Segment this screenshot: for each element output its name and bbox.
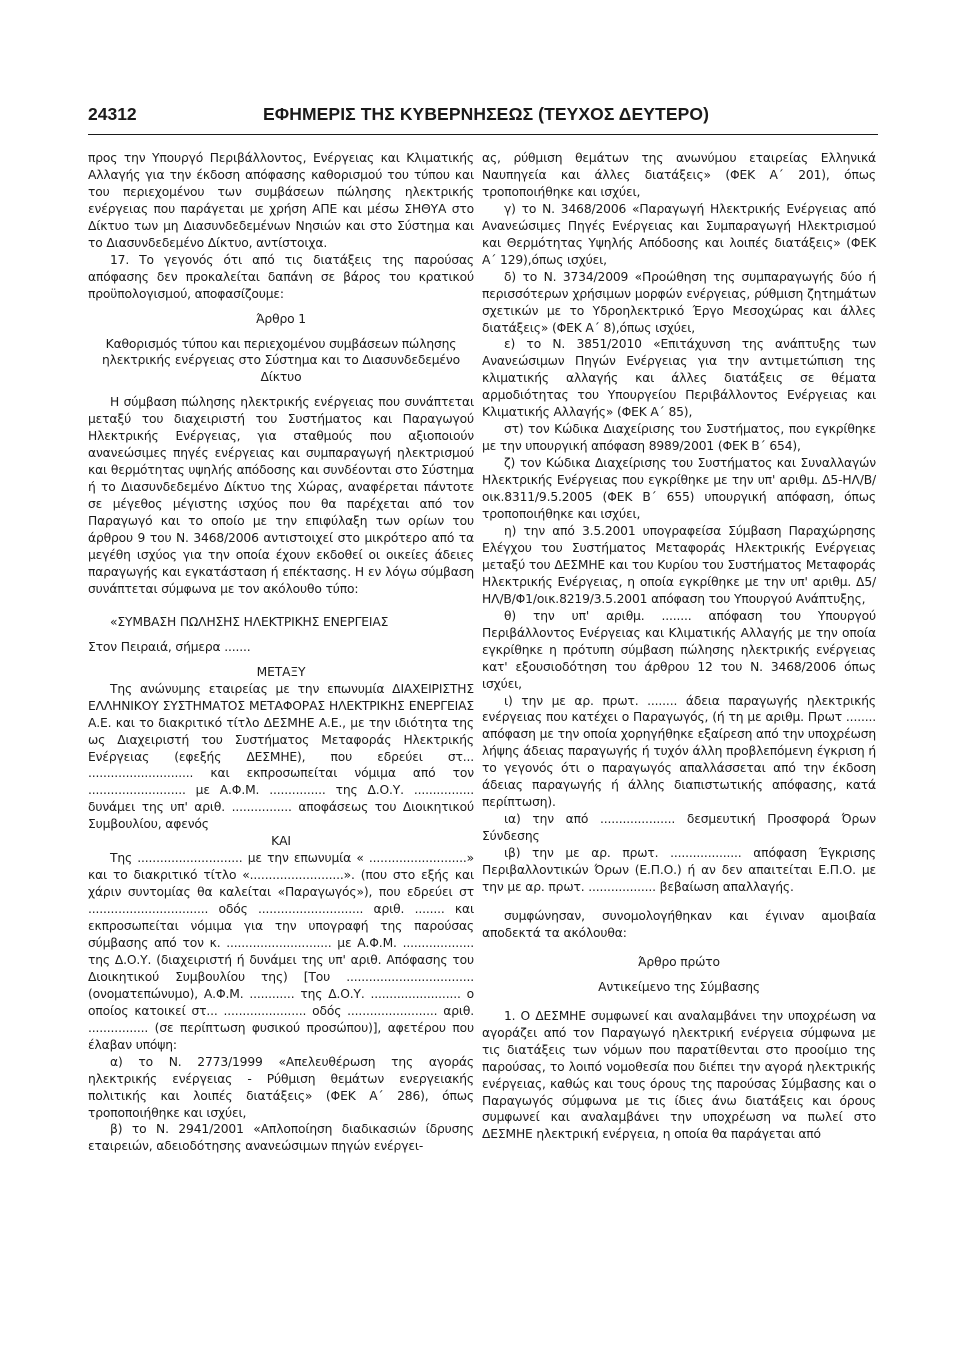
paragraph: δ) το Ν. 3734/2009 «Προώθηση της συμπαραγωγής δύο ή περισσότερων χρήσιμων μορφών ενέργειας, ρύθμιση ζητημάτων σχετικών με το Υδροηλεκτρικό Έργο Μεσοχώρας και άλλες διατάξεις» (ΦΕΚ Α΄ 8),όπως ισχύει, bbox=[482, 269, 876, 335]
paragraph: β) το Ν. 2941/2001 «Απλοποίηση διαδικασιών ίδρυσης εταιρειών, αδειοδότησης ανανεώσιμων πηγών ενέργει- bbox=[88, 1122, 474, 1154]
article-title: Καθορισμός τύπου και περιεχομένου συμβάσεων πώλησης ηλεκτρικής ενέργειας στο Σύστημα και το Διασυνδεδεμένο Δίκτυο bbox=[102, 336, 460, 385]
paragraph: ια) την από .................... δεσμευτική Προσφορά Όρων Σύνδεσης bbox=[482, 812, 876, 844]
paragraph: Της ανώνυμης εταιρείας με την επωνυμία ΔΙΑΧΕΙΡΙΣΤΗΣ ΕΛΛΗΝΙΚΟΥ ΣΥΣΤΗΜΑΤΟΣ ΜΕΤΑΦΟΡΑΣ ΗΛΕΚΤΡΙΚΗΣ ΕΝΕΡΓΕΙΑΣ Α.Ε. και το διακριτικό τίτλο ΔΕΣΜΗΕ Α.Ε., με την ιδιότητα της ως Διαχειριστή του Συστήματος Μεταφοράς Ηλεκτρικής Ενέργειας (εφεξής ΔΕΣΜΗΕ), που εδρεύει στ... ............................ και εκπροσωπείται νόμιμα από τον .......................... με Α.Φ.Μ. ............... της Δ.Ο.Υ. ................ δυνάμει της υπ' αριθ. ................ αποφάσεως του Διοικητικού Συμβουλίου, αφενός bbox=[88, 681, 474, 832]
paragraph: ιβ) την με αρ. πρωτ. ................... απόφαση Έγκρισης Περιβαλλοντικών Όρων (Ε.Π.Ο.) ή αν δεν απαιτείται Ε.Π.Ο. με την με αρ. πρωτ. .................. βεβαίωση απαλλαγής. bbox=[482, 846, 876, 894]
article-heading: Άρθρο πρώτο bbox=[638, 954, 720, 969]
paragraph: προς την Υπουργό Περιβάλλοντος, Ενέργειας και Κλιματικής Αλλαγής για την έκδοση απόφασης καθορισμού του τύπου και του περιεχομένου των συμβάσεων πώλησης ηλεκτρικής ενέργειας που παράγεται με χρήση ΑΠΕ και μέσω ΣΗΘΥΑ στο Δίκτυο των μη Διασυνδεδεμένων Νησιών και στο Σύστημα και το Διασυνδεδεμένο Δίκτυο, αντίστοιχα. bbox=[88, 151, 474, 250]
article-title: Αντικείμενο της Σύμβασης bbox=[598, 979, 760, 994]
header-rule bbox=[88, 134, 878, 135]
contract-title: «ΣΥΜΒΑΣΗ ΠΩΛΗΣΗΣ ΗΛΕΚΤΡΙΚΗΣ ΕΝΕΡΓΕΙΑΣ bbox=[110, 614, 389, 629]
left-column bbox=[88, 150, 474, 1155]
paragraph: ε) το Ν. 3851/2010 «Επιτάχυνση της ανάπτυξης των Ανανεώσιμων Πηγών Ενέργειας για την αντιμετώπιση της κλιματικής αλλαγής και άλλες διατάξεις σε θέματα αρμοδιότητας του Υπουργείου Περιβάλλοντος Ενέργειας και Κλιματικής Αλλαγής» (ΦΕΚ Α΄ 85), bbox=[482, 337, 876, 420]
paragraph: Της ............................ με την επωνυμία « ..........................» και το διακριτικό τίτλο «.........................». (που στο εξής και χάριν συντομίας θα καλείται «Παραγωγός»), που εδρεύει στ ................................ οδός ............................ αριθ. ........ και εκπροσωπείται νόμιμα για την υπογραφή της παρούσας σύμβασης από τον κ. ............................ με Α.Φ.Μ. ................... της Δ.Ο.Υ. (διαχειριστή ή δυνάμει της υπ' αριθ. Απόφασης του Διοικητικού Συμβουλίου της) [Του .................................. (ονοματεπώνυμο), Α.Φ.Μ. ............ της Δ.Ο.Υ. ........................ ο οποίος κατοικεί στ... ...................... οδός ........................ αριθ. ................ (σε περίπτωση φυσικού προσώπου)], αφετέρου που έλαβαν υπόψη: bbox=[88, 851, 474, 1052]
page-number: 24312 bbox=[88, 104, 137, 124]
paragraph: Η σύμβαση πώλησης ηλεκτρικής ενέργειας που συνάπτεται μεταξύ του διαχειριστή του Συστήματος και Παραγωγού Ηλεκτρικής Ενέργειας, για σταθμούς που αξιοποιούν ανανεώσιμες πηγές ενέργειας και συμπαραγωγή ηλεκτρισμού και θερμότητας υψηλής απόδοσης και συνδέονται στο Σύστημα ή το Διασυνδεδεμένο Δίκτυο της Χώρας, αναφέρεται πάντοτε σε μέγεθος μέγιστης ισχύος που θα παρέχεται από τον Παραγωγό και το οποίο με την επιφύλαξη των ορίων του άρθρου 9 του Ν. 3468/2006 αντιστοιχεί στο μικρότερο από τα μεγέθη ισχύος για την οποία έχουν εκδοθεί οι οικείες άδειες παραγωγής και εγκατάσταση ή επέκτασης. Η εν λόγω σύμβαση συνάπτεται σύμφωνα με τον ακόλουθο τύπο: bbox=[88, 395, 474, 596]
paragraph: 17. Το γεγονός ότι από τις διατάξεις της παρούσας απόφασης δεν προκαλείται δαπάνη σε βάρος του κρατικού προϋπολογισμού, αποφασίζουμε: bbox=[88, 252, 474, 301]
section-word: ΚΑΙ bbox=[271, 834, 291, 849]
paragraph: 1. Ο ΔΕΣΜΗΕ συμφωνεί και αναλαμβάνει την υποχρέωση να αγοράζει από τον Παραγωγό ηλεκτρική ενέργεια σύμφωνα με τις διατάξεις των νόμων που παρατίθενται στο προοίμιο της παρούσας, το λοιπό νομοθεσία που διέπει την αγορά ηλεκτρικής ενέργειας, καθώς και τους όρους της παρούσας Σύμβασης και ο Παραγωγός σύμφωνα με τις ίδιες άνω διατάξεις και όρους συμφωνεί και αναλαμβάνει την υποχρέωση να πωλεί στο ΔΕΣΜΗΕ ηλεκτρική ενέργεια, η οποία θα παράγεται από bbox=[482, 1008, 876, 1142]
paragraph: η) την από 3.5.2001 υπογραφείσα Σύμβαση Παραχώρησης Ελέγχου του Συστήματος Μεταφοράς Ηλεκτρικής Ενέργειας μεταξύ του ΔΕΣΜΗΕ και του Κυρίου του Συστήματος Μεταφοράς Ηλεκτρικής Ενέργειας, η οποία εγκρίθηκε με την υπ' αριθμ. Δ5/ΗΛ/Β/Φ1/οικ.8219/3.5.2001 απόφαση του Υπουργού Ανάπτυξης, bbox=[482, 523, 876, 606]
paragraph: ας, ρύθμιση θεμάτων της ανωνύμου εταιρείας Ελληνικά Ναυπηγεία και άλλες διατάξεις» (ΦΕΚ Α΄ 201), όπως τροποποιήθηκε και ισχύει, bbox=[482, 151, 876, 199]
article-heading: Άρθρο 1 bbox=[256, 311, 306, 326]
page-header bbox=[88, 104, 878, 134]
paragraph: ι) την με αρ. πρωτ. ........ άδεια παραγωγής ηλεκτρικής ενέργειας που κατέχει ο Παραγωγός, (ή τη με αριθμ. Πρωτ ........ απόφαση με την οποία χορηγήθηκε εξαίρεση από την υποχρέωση λήψης άδειας παραγωγής ή τυχόν άλλη προβλεπόμενη έγκριση ή το γεγονός ότι ο παραγωγός απαλλάσσεται από την έκδοση άδειας παραγωγής ή άλλης διαπιστωτικής απόφασης, κατά περίπτωση). bbox=[482, 693, 876, 810]
paragraph: ζ) τον Κώδικα Διαχείρισης του Συστήματος και Συναλλαγών Ηλεκτρικής Ενέργειας που εγκρίθηκε με την υπ' αριθμ. Δ5-ΗΛ/Β/οικ.8311/9.5.2005 (ΦΕΚ Β΄ 655) υπουργική απόφαση, όπως τροποποιήθηκε και ισχύει, bbox=[482, 456, 876, 522]
right-column bbox=[482, 150, 876, 1143]
running-title: ΕΦΗΜΕΡΙΣ ΤΗΣ ΚΥΒΕΡΝΗΣΕΩΣ (ΤΕΥΧΟΣ ΔΕΥΤΕΡΟ) bbox=[263, 104, 710, 124]
paragraph: στ) τον Κώδικα Διαχείρισης του Συστήματος, που εγκρίθηκε με την υπουργική απόφαση 8989/2001 (ΦΕΚ Β΄ 654), bbox=[482, 422, 876, 454]
paragraph: α) το Ν. 2773/1999 «Απελευθέρωση της αγοράς ηλεκτρικής ενέργειας - Ρύθμιση θεμάτων ενεργειακής πολιτικής και λοιπές διατάξεις» (ΦΕΚ Α΄ 286), όπως τροποποιήθηκε και ισχύει, bbox=[88, 1054, 474, 1120]
paragraph: θ) την υπ' αριθμ. ........ απόφαση του Υπουργού Περιβάλλοντος Ενέργειας και Κλιματικής Αλλαγής με την οποία εγκρίθηκε η πρότυπη σύμβαση πώλησης ηλεκτρικής ενέργειας κατ' εξουσιοδότηση του άρθρου 12 του Ν. 3468/2006 όπως ισχύει, bbox=[482, 608, 876, 691]
paragraph: γ) το Ν. 3468/2006 «Παραγωγή Ηλεκτρικής Ενέργειας από Ανανεώσιμες Πηγές Ενέργειας και Συμπαραγωγή Ηλεκτρισμού και Θερμότητας Υψηλής Απόδοσης και λοιπές διατάξεις» (ΦΕΚ Α΄ 129),όπως ισχύει, bbox=[482, 201, 876, 267]
paragraph: Στον Πειραιά, σήμερα ....... bbox=[88, 639, 251, 654]
paragraph: συμφώνησαν, συνομολογήθηκαν και έγιναν αμοιβαία αποδεκτά τα ακόλουθα: bbox=[482, 908, 876, 940]
section-word: ΜΕΤΑΞΥ bbox=[256, 664, 306, 679]
